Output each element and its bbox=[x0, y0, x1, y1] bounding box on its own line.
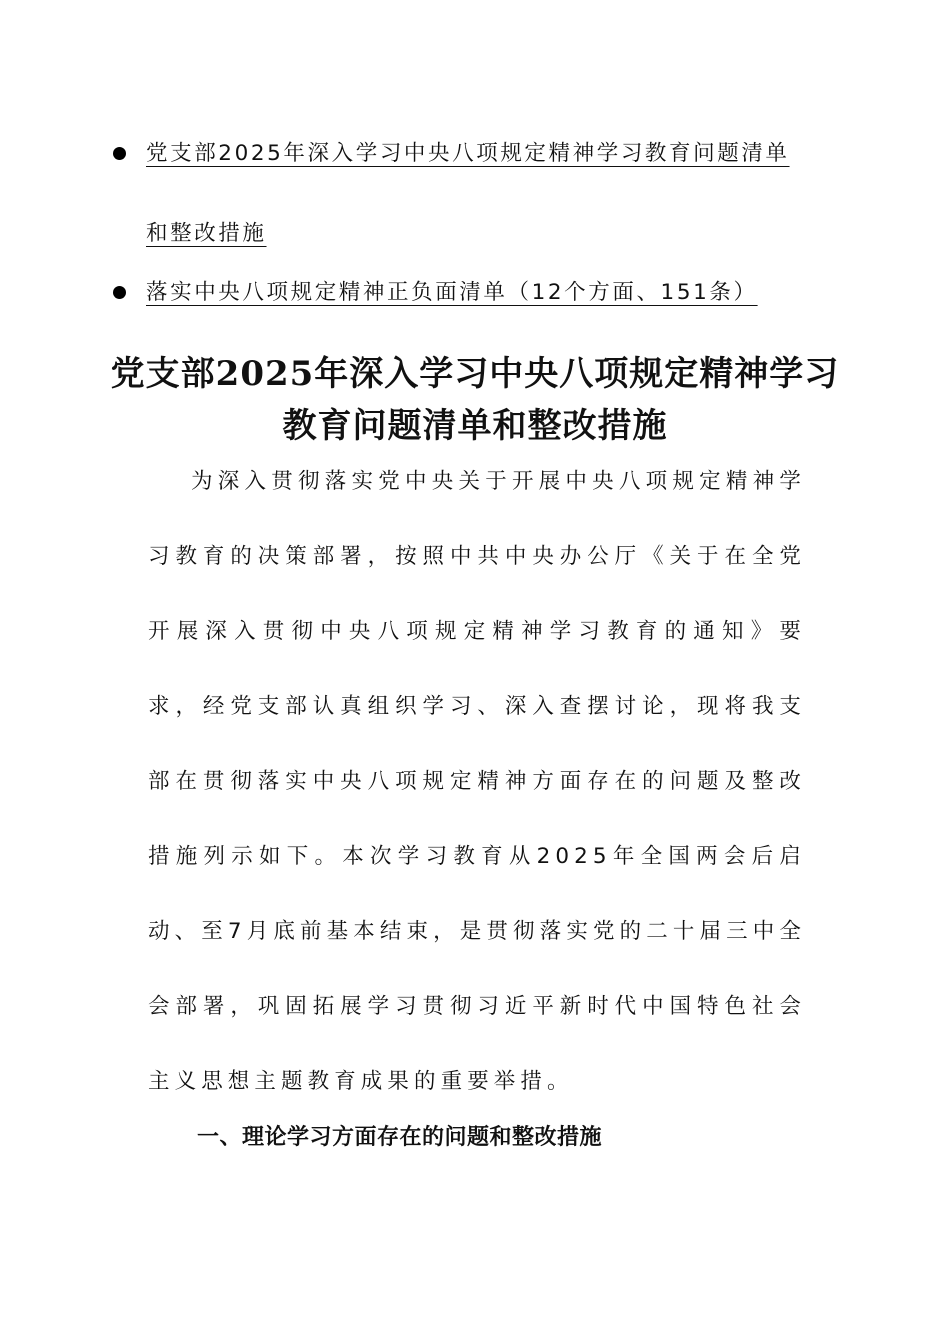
document-title: 党支部2025年深入学习中央八项规定精神学习教育问题清单和整改措施 bbox=[110, 354, 840, 446]
bullet-icon bbox=[113, 147, 126, 160]
toc-item-2[interactable] bbox=[113, 279, 811, 333]
bullet-icon bbox=[113, 286, 126, 299]
toc-link-2-label[interactable]: 落实中央八项规定精神正负面清单（12个方面、151条） bbox=[146, 280, 758, 305]
toc-link-2[interactable] bbox=[146, 253, 811, 333]
toc-link-1[interactable] bbox=[146, 114, 811, 274]
intro-paragraph: 为深入贯彻落实党中央关于开展中央八项规定精神学习教育的决策部署，按照中共中央办公厅《关于在全党开展深入贯彻中央八项规定精神学习教育的通知》要求，经党支部认真组织学习、深入查摆讨论，现将我支部在贯彻落实中央八项规定精神方面存在的问题及整改措施列示如下。本次学习教育从2025年全国两会后启动、至7月底前基本结束，是贯彻落实党的二十届三中全会部署，巩固拓展学习贯彻习近平新时代中国特色社会主义思想主题教育成果的重要举措。 bbox=[148, 469, 806, 1094]
toc-link-1-label[interactable]: 党支部2025年深入学习中央八项规定精神学习教育问题清单和整改措施 bbox=[146, 141, 790, 246]
section-heading: 一、理论学习方面存在的问题和整改措施 bbox=[197, 1125, 603, 1150]
